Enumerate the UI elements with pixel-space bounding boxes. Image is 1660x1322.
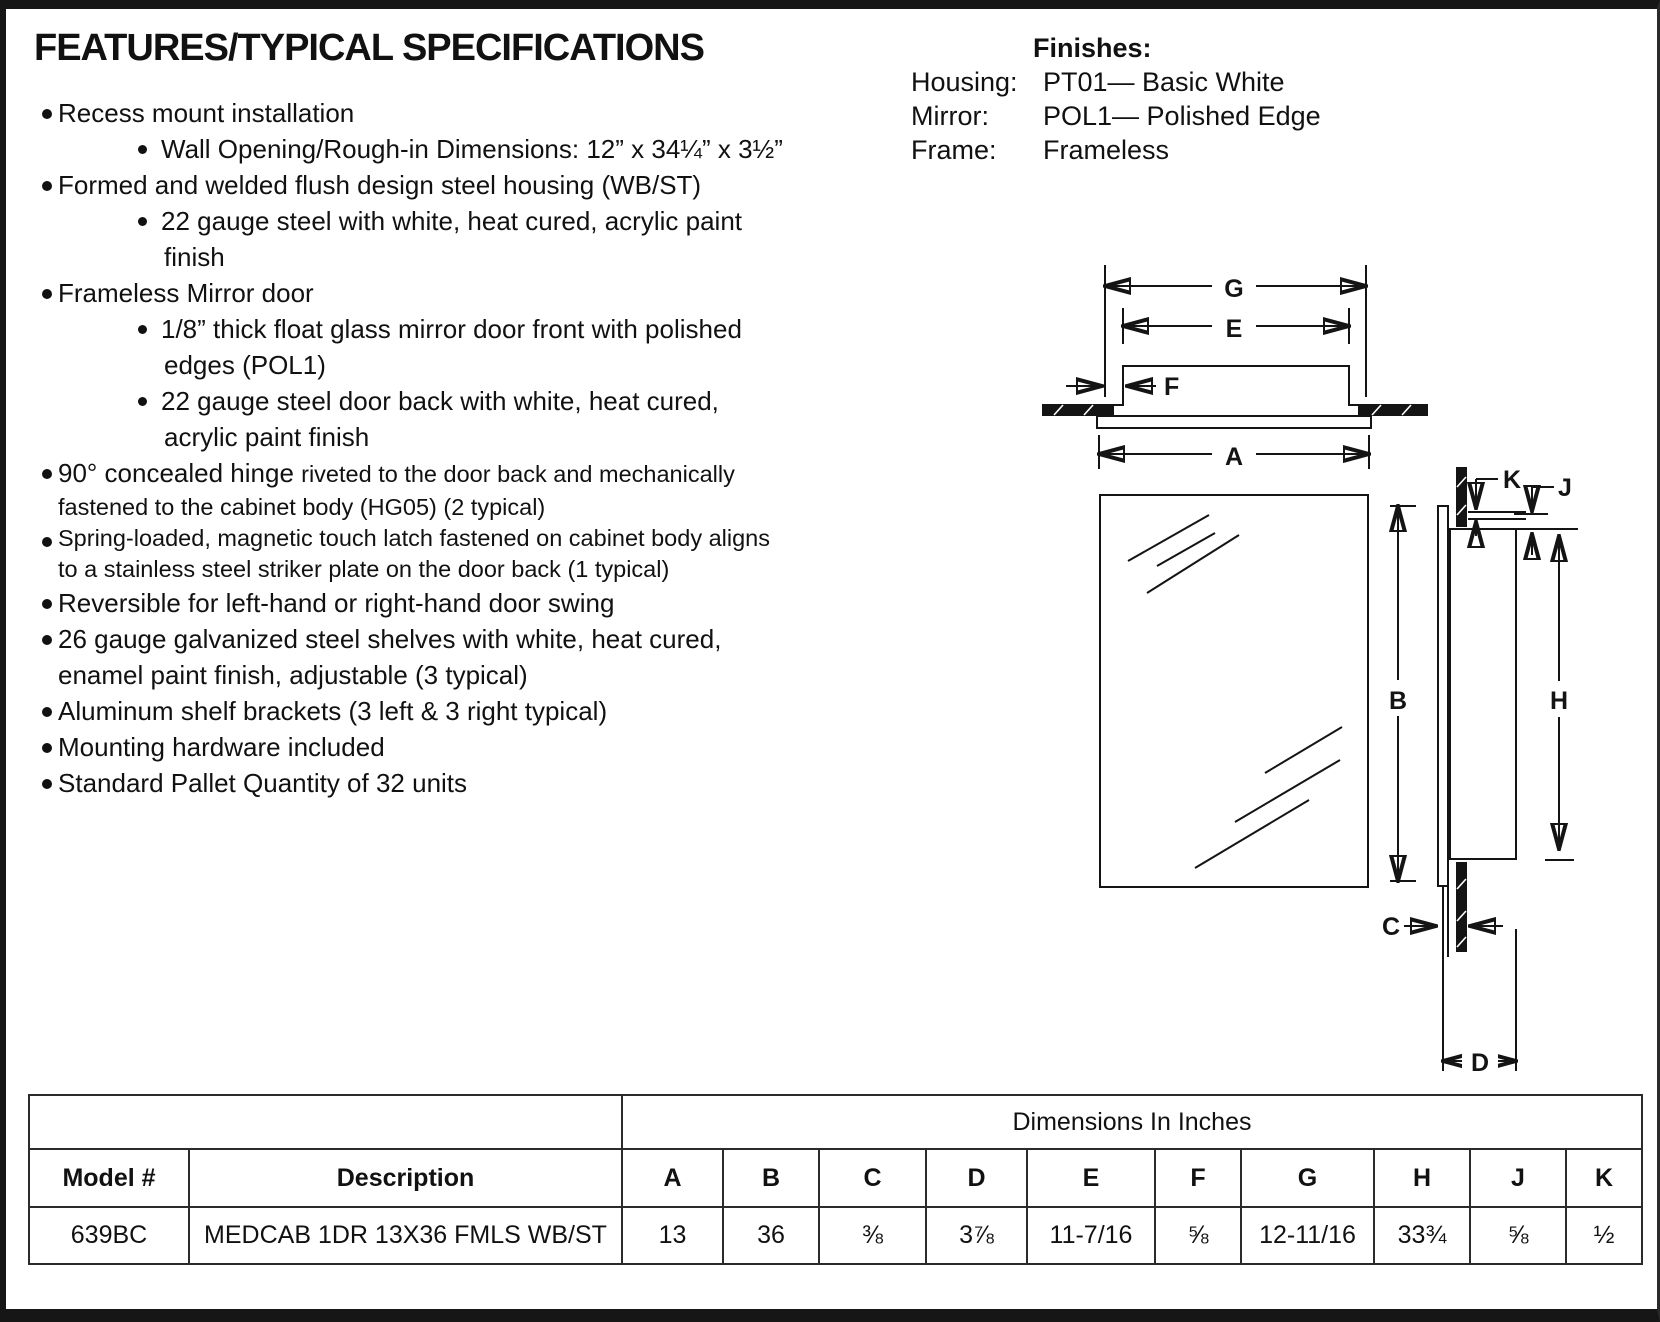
dim-label-d: D [1470, 1049, 1490, 1077]
col-header-b: B [723, 1149, 819, 1207]
feature-item: Spring-loaded, magnetic touch latch fastened on cabinet body aligns [36, 523, 916, 554]
feature-item: Reversible for left-hand or right-hand door swing [36, 585, 916, 621]
dim-label-k: K [1503, 466, 1522, 494]
value-j: ⅝ [1470, 1207, 1566, 1264]
feature-item: 26 gauge galvanized steel shelves with white, heat cured, [36, 621, 916, 657]
col-header-d: D [926, 1149, 1027, 1207]
col-header-j: J [1470, 1149, 1566, 1207]
feature-item: Frameless Mirror door [36, 275, 916, 311]
features-list [36, 95, 916, 801]
feature-item-continuation: finish [164, 242, 225, 272]
col-header-a: A [622, 1149, 723, 1207]
dim-label-c: C [1382, 913, 1401, 941]
finish-row-mirror: Mirror: POL1— Polished Edge [911, 101, 1321, 131]
feature-item-continuation: edges (POL1) [164, 350, 326, 380]
finishes-block [911, 31, 1391, 167]
feature-item: Mounting hardware included [36, 729, 916, 765]
col-header-e: E [1027, 1149, 1155, 1207]
col-header-f: F [1155, 1149, 1241, 1207]
group-header-cell: Dimensions In Inches [622, 1095, 1642, 1149]
dim-label-a: A [1224, 443, 1244, 471]
dim-label-j: J [1558, 474, 1572, 502]
feature-item: 1/8” thick float glass mirror door front with polished [36, 311, 916, 347]
feature-item-continuation: enamel paint finish, adjustable (3 typical) [58, 660, 528, 690]
face-plate [1097, 416, 1371, 428]
wall-section-right [1358, 404, 1428, 416]
value-d: 3⅞ [926, 1207, 1027, 1264]
feature-item-continuation: fastened to the cabinet body (HG05) (2 typical) [58, 494, 546, 520]
feature-item: 22 gauge steel door back with white, heat cured, [36, 383, 916, 419]
dim-label-g: G [1224, 275, 1244, 303]
value-e: 11-7/16 [1027, 1207, 1155, 1264]
side-view [1382, 466, 1578, 1077]
table-group-header-row [29, 1095, 1642, 1149]
dim-label-e: E [1225, 315, 1243, 343]
col-header-h: H [1374, 1149, 1470, 1207]
feature-item: 90° concealed hinge riveted to the door back and mechanically [36, 455, 916, 492]
front-view [1100, 495, 1416, 887]
col-header-g: G [1241, 1149, 1374, 1207]
feature-item: Wall Opening/Rough-in Dimensions: 12” x 34¼” x 3½” [36, 131, 916, 167]
table-row [29, 1207, 1642, 1264]
value-f: ⅝ [1155, 1207, 1241, 1264]
col-header-k: K [1566, 1149, 1642, 1207]
value-b: 36 [723, 1207, 819, 1264]
col-header-model: Model # [29, 1149, 189, 1207]
empty-cell [29, 1095, 622, 1149]
housing-outline [1112, 366, 1360, 415]
dim-label-b: B [1388, 687, 1408, 715]
feature-item: Formed and welded flush design steel housing (WB/ST) [36, 167, 916, 203]
feature-item: 22 gauge steel with white, heat cured, acrylic paint [36, 203, 916, 239]
wall-section-top [1456, 467, 1467, 527]
finishes-title: Finishes: [1033, 33, 1152, 63]
feature-item: Standard Pallet Quantity of 32 units [36, 765, 916, 801]
dim-label-f: F [1164, 373, 1180, 401]
value-g: 12-11/16 [1241, 1207, 1374, 1264]
value-c: ⅜ [819, 1207, 926, 1264]
page-title: FEATURES/TYPICAL SPECIFICATIONS [34, 27, 704, 69]
col-header-description: Description [189, 1149, 622, 1207]
table-header-row [29, 1149, 1642, 1207]
feature-item: Aluminum shelf brackets (3 left & 3 right typical) [36, 693, 916, 729]
feature-item: Recess mount installation [36, 95, 916, 131]
description-cell: MEDCAB 1DR 13X36 FMLS WB/ST [189, 1207, 622, 1264]
finish-row-frame: Frame: Frameless [911, 135, 1170, 165]
model-cell: 639BC [29, 1207, 189, 1264]
dim-label-h: H [1549, 687, 1569, 715]
feature-item-continuation: to a stainless steel striker plate on the door back (1 typical) [58, 556, 670, 582]
dimensions-table [28, 1094, 1643, 1265]
col-header-c: C [819, 1149, 926, 1207]
finish-row-housing: Housing: PT01— Basic White [911, 67, 1285, 97]
value-a: 13 [622, 1207, 723, 1264]
feature-item-continuation: acrylic paint finish [164, 422, 370, 452]
cabinet-body-section [1450, 529, 1516, 859]
dimension-drawing [1026, 239, 1660, 1084]
top-view [1042, 265, 1428, 471]
value-h: 33¾ [1374, 1207, 1470, 1264]
wall-section-left [1042, 404, 1114, 416]
door-section [1438, 506, 1448, 886]
value-k: ½ [1566, 1207, 1642, 1264]
